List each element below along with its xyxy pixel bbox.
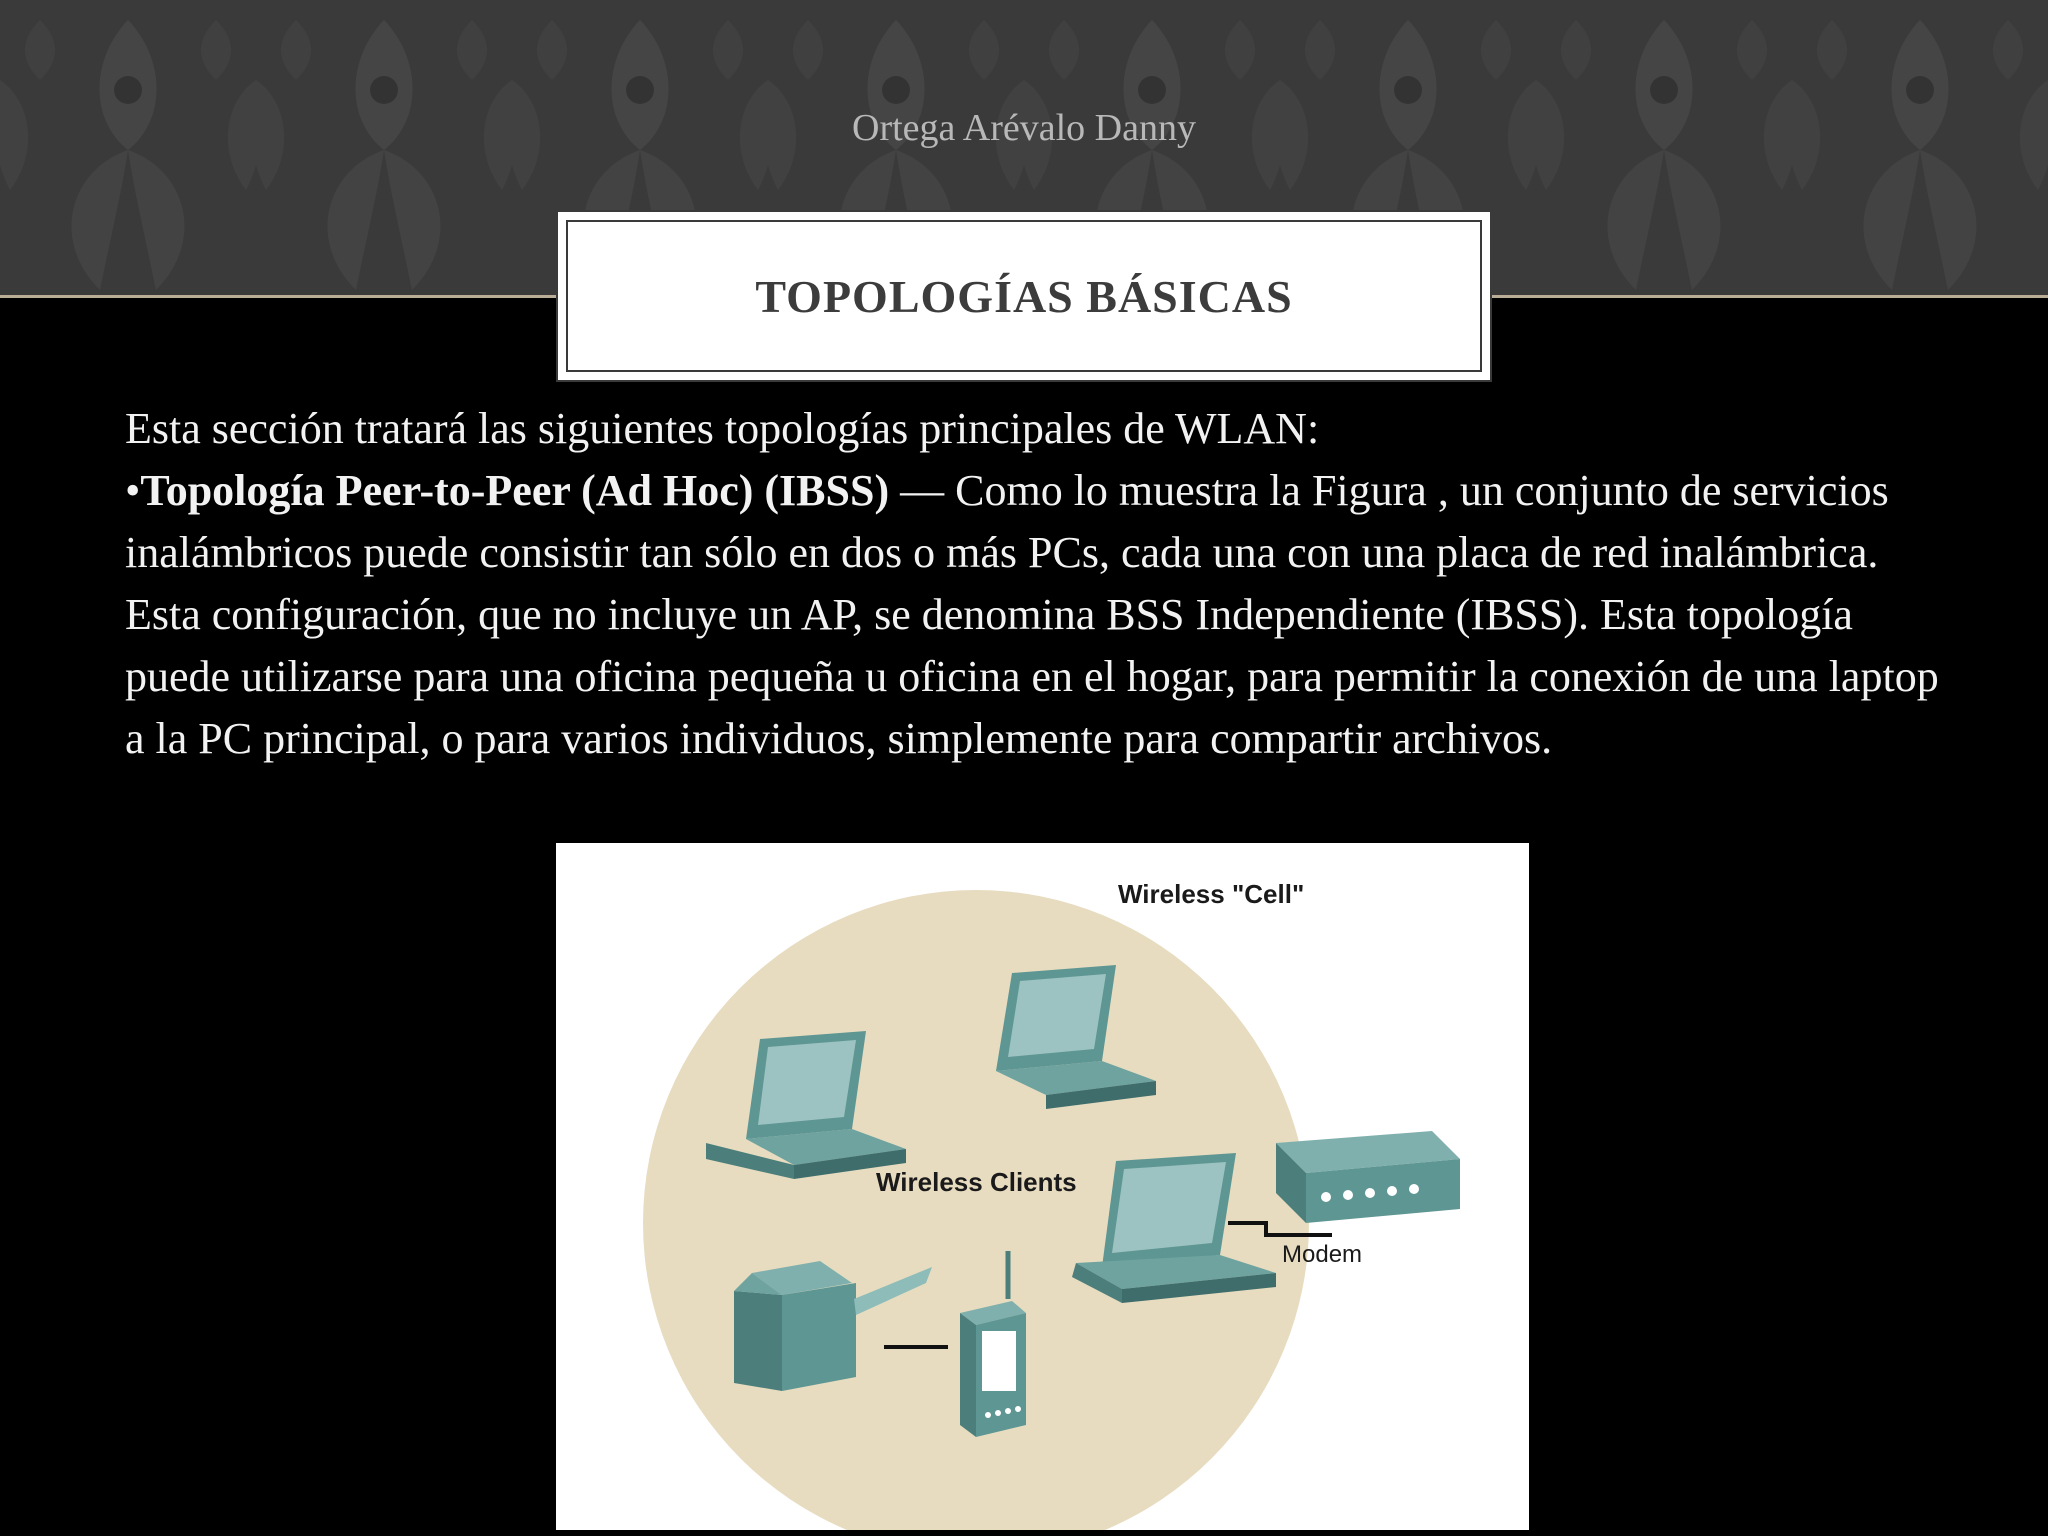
author-name: Ortega Arévalo Danny	[852, 107, 1196, 149]
modem-icon	[1276, 1131, 1460, 1223]
topology-figure	[556, 843, 1529, 1530]
bullet-marker: •	[125, 466, 141, 515]
wireless-clients-label: Wireless Clients	[876, 1167, 1077, 1197]
slide-title: TOPOLOGÍAS BÁSICAS	[755, 270, 1293, 322]
slide-body	[125, 398, 1955, 770]
bullet-paragraph	[125, 460, 1955, 770]
modem-label: Modem	[1282, 1241, 1363, 1268]
wireless-cell-label: Wireless "Cell"	[1118, 879, 1305, 909]
bullet-body: — Como lo muestra la Figura , un conjunto de servicios inalámbricos puede consistir tan sólo en dos o más PCs, cada una con una placa de red inalámbrica. Esta configuración, que no incluye un AP, se denomina BSS Independiente (IBSS). Esta topología puede utilizarse para una oficina pequeña u oficina en el hogar, para permitir la conexión de una laptop a la PC principal, o para varios individuos, simplemente para compartir archivos.	[125, 466, 1939, 763]
bullet-heading: Topología Peer-to-Peer (Ad Hoc) (IBSS)	[140, 466, 890, 515]
title-box	[556, 210, 1492, 382]
intro-line: Esta sección tratará las siguientes topologías principales de WLAN:	[125, 404, 1320, 453]
